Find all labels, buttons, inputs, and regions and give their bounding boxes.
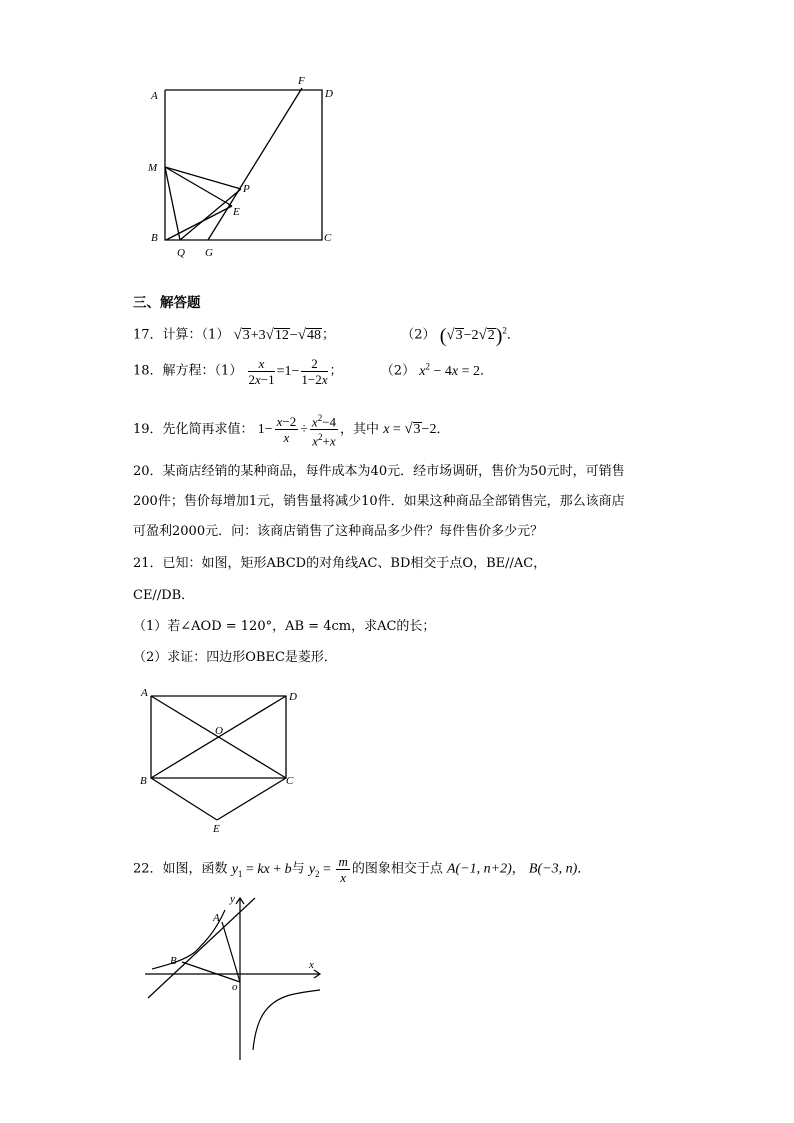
rectangle-figure <box>135 682 310 840</box>
square-figure <box>140 70 350 265</box>
label-B: B <box>170 955 177 967</box>
label-x: x <box>309 959 314 971</box>
label-A: A <box>141 687 148 699</box>
label-A: A <box>151 90 158 102</box>
label-y: y <box>230 893 235 905</box>
label-o: o <box>232 981 238 993</box>
question-21-line3: （1）若∠AOD = 120°，AB = 4cm，求AC的长； <box>133 619 436 634</box>
label-O: O <box>215 725 223 737</box>
question-19: 19．先化简再求值： 1− $\frac{x-2}{x}$ ÷ $\frac{x^2-4}{x^2+x}$ ，其中 x = √3−2． <box>133 413 450 449</box>
label-F: F <box>298 75 305 87</box>
question-20-line2: 200件；售价每增加1元，销售量将减少10件．如果这种商品全部销售完，那么该商店 <box>133 494 625 509</box>
label-D: D <box>325 88 333 100</box>
question-20-line1: 20．某商店经销的某种商品，每件成本为40元．经市场调研，售价为50元时，可销售 <box>133 464 625 479</box>
function-graph-figure <box>140 890 330 1065</box>
label-B: B <box>151 232 158 244</box>
label-B: B <box>140 775 147 787</box>
question-18: 18．解方程：（1） $\frac{x}{2x-1}$ =1− $\frac{2}{1-2x}$ ； （2） $x^2 - 4x = 2$． <box>133 356 493 387</box>
label-P: P <box>243 183 250 195</box>
label-C: C <box>324 232 332 244</box>
label-A: A <box>213 912 220 924</box>
question-21-line4: （2）求证：四边形OBEC是菱形． <box>133 650 337 665</box>
question-17: 17．计算：（1） √3+3√12−√48； （2） $(√3-2√2)^2$． <box>133 324 520 347</box>
question-21-line1: 21．已知：如图，矩形ABCD的对角线AC、BD相交于点O，BE//AC， <box>133 556 547 571</box>
label-G: G <box>205 247 213 259</box>
question-21-line2: CE//DB． <box>133 588 195 603</box>
label-Q: Q <box>177 247 185 259</box>
label-C: C <box>286 775 294 787</box>
label-M: M <box>148 162 158 174</box>
label-E: E <box>233 206 240 218</box>
label-E: E <box>213 823 220 835</box>
label-D: D <box>289 691 297 703</box>
question-20-line3: 可盈利2000元．问：该商店销售了这种商品多少件？每件售价多少元？ <box>133 524 544 539</box>
question-22: 22．如图，函数 $y_1$ = kx + b与 $y_2$ = $\frac{m}{x}$ 的图象相交于点 A(−1, n+2)， B(−3, n)． <box>133 854 591 885</box>
section-heading: 三、解答题 <box>133 295 201 311</box>
